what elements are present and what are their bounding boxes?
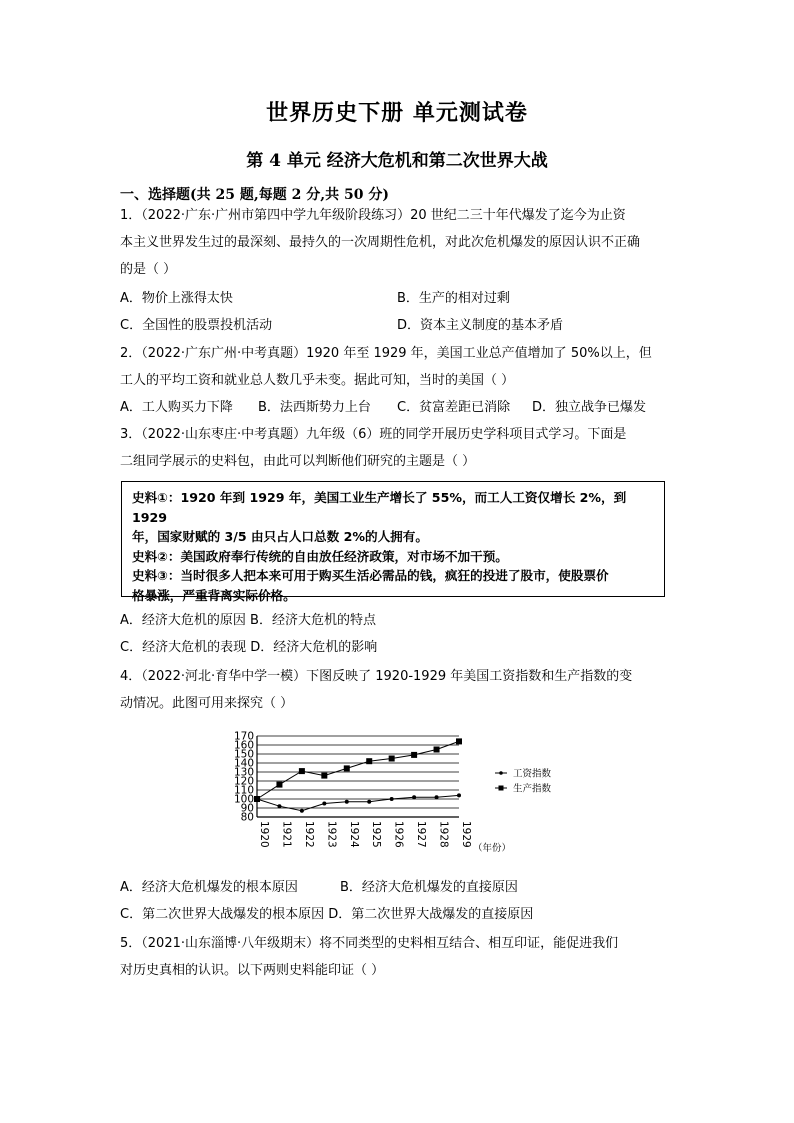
y-tick-label: 90 <box>240 802 254 815</box>
x-tick-label: 1928 <box>437 821 450 848</box>
wage-index-point <box>300 809 304 813</box>
y-tick-label: 160 <box>233 739 254 752</box>
source-line-3: 史料②：美国政府奉行传统的自由放任经济政策，对市场不加干预。 <box>132 548 508 564</box>
production-index-point <box>344 765 350 771</box>
x-tick-label: 1923 <box>325 821 338 848</box>
legend-label: 生产指数 <box>513 783 552 795</box>
production-index-point <box>389 756 395 762</box>
production-index-point <box>276 782 282 788</box>
q3-line-1: 3．（2022·山东枣庄·中考真题）九年级（6）班的同学开展历史学科项目式学习。下面是 <box>120 427 627 442</box>
q1-option-c[interactable]: C．全国性的股票投机活动 <box>120 318 273 333</box>
section-heading: 一、选择题(共 25 题,每题 2 分,共 50 分) <box>120 187 389 203</box>
q1-line-1: 1．（2022·广东·广州市第四中学九年级阶段练习）20 世纪二三十年代爆发了迄今为止资 <box>120 208 626 223</box>
q1-option-a[interactable]: A．物价上涨得太快 <box>120 291 233 306</box>
y-tick-label: 170 <box>233 730 254 743</box>
y-tick-label: 110 <box>233 784 254 797</box>
x-tick-label: 1920 <box>258 821 270 848</box>
y-tick-label: 100 <box>233 793 254 806</box>
x-tick-label: 1929 <box>460 821 472 848</box>
production-index-point <box>299 768 305 774</box>
q1-option-d[interactable]: D．资本主义制度的基本矛盾 <box>397 318 564 333</box>
q5-line-2: 对历史真相的认识。以下两则史料能印证（ ） <box>120 963 385 978</box>
y-tick-label: 140 <box>233 757 254 770</box>
page-title: 世界历史下册 单元测试卷 <box>266 100 528 126</box>
q3-options-ab[interactable]: A．经济大危机的原因 B．经济大危机的特点 <box>120 613 376 628</box>
q4-options-cd[interactable]: C．第二次世界大战爆发的根本原因 D．第二次世界大战爆发的直接原因 <box>120 907 534 922</box>
q2-option-c[interactable]: C．贫富差距已消除 <box>397 400 511 415</box>
unit-subtitle: 第 4 单元 经济大危机和第二次世界大战 <box>246 151 548 171</box>
source-material-box <box>121 481 665 603</box>
source-line-1: 史料①：1920 年到 1929 年，美国工业生产增长了 55%，而工人工资仅增长 2%，到 1929 <box>132 490 627 525</box>
q1-line-2: 本主义世界发生过的最深刻、最持久的一次周期性危机，对此次危机爆发的原因认识不正确 <box>120 235 641 250</box>
y-tick-label: 120 <box>233 775 254 788</box>
wage-index-point <box>345 800 349 804</box>
q1-line-3: 的是（ ） <box>120 262 177 277</box>
legend-label: 工资指数 <box>513 768 552 780</box>
wage-index-point <box>412 795 416 799</box>
q2-option-b[interactable]: B．法西斯势力上台 <box>258 400 371 415</box>
q3-line-2: 二组同学展示的史料包，由此可以判断他们研究的主题是（ ） <box>120 454 476 469</box>
production-index-point <box>456 738 462 744</box>
x-axis-label: （年份） <box>473 843 512 854</box>
y-tick-label: 150 <box>233 748 254 761</box>
wage-index-point <box>277 804 281 808</box>
x-tick-label: 1927 <box>415 821 428 848</box>
source-line-5: 格暴涨，严重背离实际价格。 <box>132 587 296 603</box>
wage-index-point <box>390 797 394 801</box>
q2-option-d[interactable]: D．独立战争已爆发 <box>532 400 647 415</box>
index-chart <box>225 728 552 868</box>
q2-line-2: 工人的平均工资和就业总人数几乎未变。据此可知，当时的美国（ ） <box>120 373 515 388</box>
q2-line-1: 2．（2022·广东广州·中考真题）1920 年至 1929 年，美国工业总产值增加了 50%以上，但 <box>120 346 652 361</box>
wage-index-point <box>457 793 461 797</box>
production-index-point <box>366 758 372 764</box>
q3-options-cd[interactable]: C．经济大危机的表现 D．经济大危机的影响 <box>120 640 378 655</box>
wage-index-point <box>322 802 326 806</box>
q5-line-1: 5．（2021·山东淄博·八年级期末）将不同类型的史料相互结合、相互印证，能促进我们 <box>120 936 619 951</box>
q4-option-b[interactable]: B．经济大危机爆发的直接原因 <box>340 880 518 895</box>
production-index-point <box>254 796 260 802</box>
wage-index-point <box>435 795 439 799</box>
production-index-point <box>321 773 327 779</box>
source-line-4: 史料③：当时很多人把本来可用于购买生活必需品的钱，疯狂的投进了股市，使股票价 <box>132 568 609 583</box>
q4-option-a[interactable]: A．经济大危机爆发的根本原因 <box>120 880 298 895</box>
source-line-2: 年，国家财赋的 3/5 由只占人口总数 2%的人拥有。 <box>132 529 428 544</box>
wage-index-line <box>257 795 459 810</box>
wage-index-point <box>367 800 371 804</box>
legend-marker-circle <box>499 771 503 775</box>
x-tick-label: 1922 <box>302 821 315 848</box>
legend-marker-square <box>499 786 504 791</box>
production-index-point <box>411 752 417 758</box>
x-tick-label: 1924 <box>347 821 360 848</box>
q4-line-2: 动情况。此图可用来探究（ ） <box>120 696 294 711</box>
q2-option-a[interactable]: A．工人购买力下降 <box>120 400 233 415</box>
y-tick-label: 130 <box>233 766 254 779</box>
x-tick-label: 1925 <box>370 821 383 848</box>
q1-option-b[interactable]: B．生产的相对过剩 <box>397 291 510 306</box>
x-tick-label: 1926 <box>392 821 405 848</box>
x-tick-label: 1921 <box>280 821 293 848</box>
q4-line-1: 4．（2022·河北·育华中学一模）下图反映了 1920-1929 年美国工资指数和生产指数的变 <box>120 669 633 684</box>
y-tick-label: 80 <box>240 811 254 824</box>
production-index-point <box>434 747 440 753</box>
